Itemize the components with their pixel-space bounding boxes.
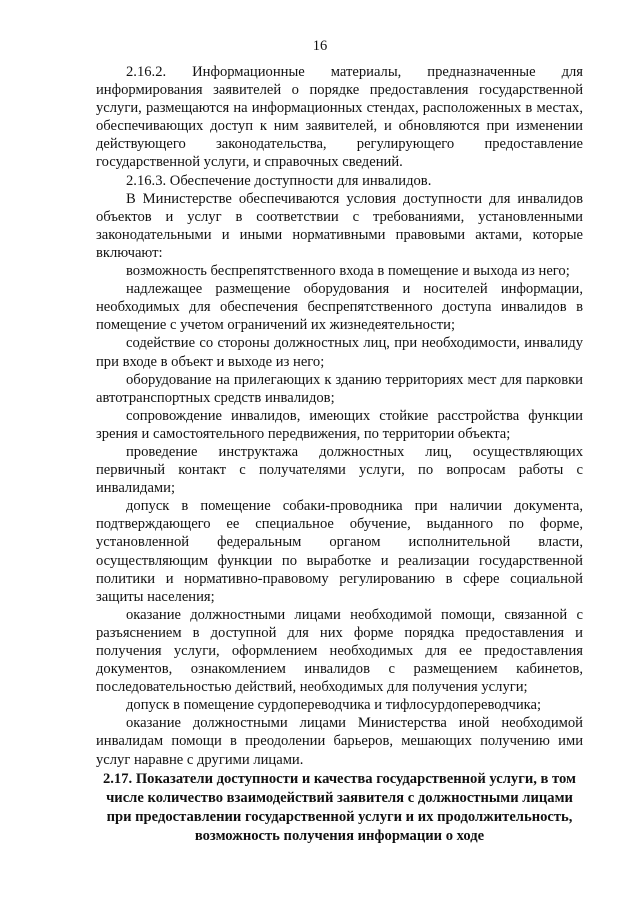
- list-item-parking: оборудование на прилегающих к зданию территориях мест для парковки автотранспортных средств инвалидов;: [96, 371, 583, 406]
- list-item-equipment-placement: надлежащее размещение оборудования и носителей информации, необходимых для обеспечения беспрепятственного доступа инвалидов в помещение с учетом ограничений их жизнедеятельности;: [96, 281, 583, 334]
- list-item-explanation-help: оказание должностными лицами необходимой помощи, связанной с разъяснением в доступной для них форме порядка предоставления и получения услуги, оформлением необходимых для ее предоставления документов, ознакомлением инвалидов с размещением кабинетов, последовательностью действий, необходимых для получения услуги;: [96, 606, 583, 696]
- list-item-escort: сопровождение инвалидов, имеющих стойкие расстройства функции зрения и самостоятельного передвижения, по территории объекта;: [96, 407, 583, 442]
- page-number: 16: [312, 38, 328, 54]
- paragraph-ministry-conditions: В Министерстве обеспечиваются условия доступности для инвалидов объектов и услуг в соответствии с требованиями, установленными законодательными и иными нормативными правовыми актами, которые включают:: [96, 190, 583, 261]
- section-heading-2-17: 2.17. Показатели доступности и качества государственной услуги, в том числе количество взаимодействий заявителя с должностными лицами при предоставлении государственной услуги и их продолжительность, возможность получения информации о ходе: [102, 771, 576, 844]
- paragraph-2-16-3: 2.16.3. Обеспечение доступности для инвалидов.: [126, 172, 432, 189]
- list-item-entry-exit: возможность беспрепятственного входа в помещение и выхода из него;: [126, 263, 570, 280]
- list-item-other-help: оказание должностными лицами Министерства иной необходимой инвалидам помощи в преодолении барьеров, мешающих получению ими услуг наравне с другими лицами.: [96, 715, 583, 768]
- list-item-sign-interpreter: допуск в помещение сурдопереводчика и тифлосурдопереводчика;: [126, 697, 542, 714]
- list-item-guide-dog: допуск в помещение собаки-проводника при наличии документа, подтверждающего ее специальное обучение, выданного по форме, установленной федеральным органом исполнительной власти, осуществляющим функции по выработке и реализации государственной политики и нормативно-правовому регулированию в сфере социальной защиты населения;: [96, 498, 583, 605]
- list-item-staff-assistance: содействие со стороны должностных лиц, при необходимости, инвалиду при входе в объект и выходе из него;: [96, 335, 583, 370]
- list-item-staff-briefing: проведение инструктажа должностных лиц, осуществляющих первичный контакт с получателями услуги, по вопросам работы с инвалидами;: [96, 443, 583, 497]
- document-body: [96, 63, 583, 769]
- paragraph-2-16-2: 2.16.2. Информационные материалы, предназначенные для информирования заявителей о порядке предоставления государственной услуги, размещаются на информационных стендах, расположенных в местах, обеспечивающих доступ к ним заявителей, и обновляются при изменении действующего законодательства, регулирующего предоставление государственной услуги, и справочных сведений.: [96, 64, 583, 171]
